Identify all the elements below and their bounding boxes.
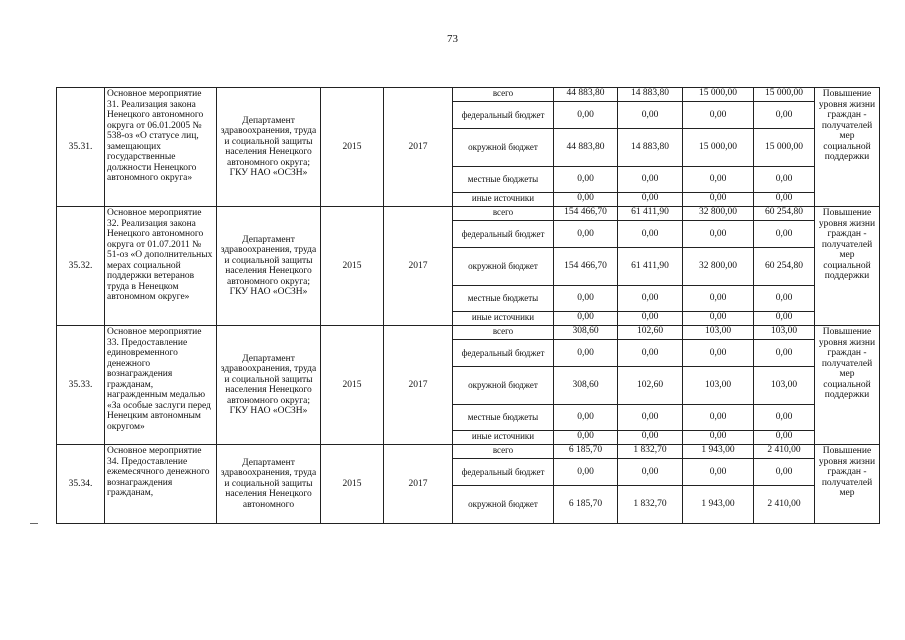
funding-value: 103,00	[683, 367, 754, 405]
table-row	[57, 326, 880, 340]
funding-source: иные источники	[453, 431, 554, 445]
expected-result: Повышение уровня жизни граждан - получателей мер социальной поддержки	[815, 88, 880, 207]
responsible-department: Департамент здравоохранения, труда и социальной защиты населения Ненецкого автономного округа; ГКУ НАО «ОСЗН»	[217, 326, 321, 445]
funding-value: 0,00	[754, 193, 815, 207]
year-start: 2015	[321, 326, 384, 445]
measure-name: Основное мероприятие 31. Реализация закона Ненецкого автономного округа от 06.01.2005 № 538-оз «О статусе лиц, замещающих государственные должности Ненецкого автономного округа»	[105, 88, 217, 207]
funding-value: 0,00	[618, 102, 683, 129]
year-start: 2015	[321, 207, 384, 326]
funding-value: 32 800,00	[683, 207, 754, 221]
funding-value: 0,00	[554, 340, 618, 367]
funding-source: окружной бюджет	[453, 248, 554, 286]
funding-source: иные источники	[453, 312, 554, 326]
responsible-department: Департамент здравоохранения, труда и социальной защиты населения Ненецкого автономного округа; ГКУ НАО «ОСЗН»	[217, 207, 321, 326]
funding-value: 0,00	[683, 221, 754, 248]
funding-source: федеральный бюджет	[453, 340, 554, 367]
funding-value: 61 411,90	[618, 248, 683, 286]
funding-value: 14 883,80	[618, 129, 683, 167]
table-row	[57, 445, 880, 459]
funding-value: 2 410,00	[754, 486, 815, 524]
measure-name: Основное мероприятие 33. Предоставление единовременного денежного вознаграждения гражданам, награжденным медалью «За особые заслуги перед Ненецким автономным округом»	[105, 326, 217, 445]
funding-value: 102,60	[618, 367, 683, 405]
margin-mark	[30, 523, 38, 524]
funding-source: всего	[453, 326, 554, 340]
funding-value: 0,00	[754, 221, 815, 248]
funding-value: 0,00	[754, 102, 815, 129]
funding-value: 0,00	[683, 193, 754, 207]
funding-value: 44 883,80	[554, 88, 618, 102]
funding-source: всего	[453, 88, 554, 102]
measure-name: Основное мероприятие 34. Предоставление ежемесячного денежного вознаграждения гражданам,	[105, 445, 217, 524]
measure-number: 35.31.	[57, 88, 105, 207]
measure-number: 35.32.	[57, 207, 105, 326]
funding-value: 0,00	[554, 286, 618, 312]
funding-source: окружной бюджет	[453, 486, 554, 524]
funding-value: 0,00	[683, 459, 754, 486]
year-start: 2015	[321, 445, 384, 524]
funding-value: 0,00	[554, 167, 618, 193]
funding-value: 0,00	[618, 312, 683, 326]
funding-value: 0,00	[683, 340, 754, 367]
year-start: 2015	[321, 88, 384, 207]
funding-source: окружной бюджет	[453, 367, 554, 405]
measure-name: Основное мероприятие 32. Реализация закона Ненецкого автономного округа от 01.07.2011 № 51-оз «О дополнительных мерах социальной поддержки ветеранов труда в Ненецком автономном округе»	[105, 207, 217, 326]
funding-value: 0,00	[754, 286, 815, 312]
funding-value: 15 000,00	[683, 129, 754, 167]
funding-value: 0,00	[554, 312, 618, 326]
funding-value: 0,00	[554, 405, 618, 431]
funding-source: федеральный бюджет	[453, 102, 554, 129]
funding-value: 0,00	[554, 102, 618, 129]
measure-number: 35.34.	[57, 445, 105, 524]
funding-source: федеральный бюджет	[453, 459, 554, 486]
page-number: 73	[447, 33, 458, 45]
funding-value: 44 883,80	[554, 129, 618, 167]
funding-source: окружной бюджет	[453, 129, 554, 167]
funding-value: 61 411,90	[618, 207, 683, 221]
funding-value: 154 466,70	[554, 248, 618, 286]
funding-value: 0,00	[683, 405, 754, 431]
funding-value: 1 832,70	[618, 445, 683, 459]
funding-value: 0,00	[618, 405, 683, 431]
funding-value: 0,00	[554, 193, 618, 207]
funding-value: 0,00	[754, 167, 815, 193]
funding-value: 14 883,80	[618, 88, 683, 102]
program-measures-table	[56, 87, 880, 524]
expected-result: Повышение уровня жизни граждан - получателей мер социальной поддержки	[815, 207, 880, 326]
funding-value: 2 410,00	[754, 445, 815, 459]
responsible-department: Департамент здравоохранения, труда и социальной защиты населения Ненецкого автономного	[217, 445, 321, 524]
funding-value: 0,00	[754, 459, 815, 486]
expected-result: Повышение уровня жизни граждан - получателей мер	[815, 445, 880, 524]
funding-value: 103,00	[683, 326, 754, 340]
measure-number: 35.33.	[57, 326, 105, 445]
funding-value: 308,60	[554, 326, 618, 340]
funding-value: 15 000,00	[683, 88, 754, 102]
funding-value: 32 800,00	[683, 248, 754, 286]
funding-source: иные источники	[453, 193, 554, 207]
year-end: 2017	[384, 88, 453, 207]
table-row	[57, 207, 880, 221]
funding-value: 0,00	[683, 102, 754, 129]
funding-value: 0,00	[754, 405, 815, 431]
funding-source: местные бюджеты	[453, 286, 554, 312]
funding-value: 103,00	[754, 326, 815, 340]
year-end: 2017	[384, 207, 453, 326]
funding-value: 0,00	[683, 312, 754, 326]
funding-value: 15 000,00	[754, 129, 815, 167]
funding-value: 1 943,00	[683, 445, 754, 459]
table-row	[57, 88, 880, 102]
funding-value: 1 943,00	[683, 486, 754, 524]
funding-source: местные бюджеты	[453, 405, 554, 431]
funding-value: 0,00	[554, 431, 618, 445]
funding-value: 60 254,80	[754, 207, 815, 221]
expected-result: Повышение уровня жизни граждан - получателей мер социальной поддержки	[815, 326, 880, 445]
funding-value: 0,00	[618, 221, 683, 248]
funding-value: 0,00	[618, 167, 683, 193]
funding-value: 0,00	[618, 459, 683, 486]
funding-value: 0,00	[683, 286, 754, 312]
funding-source: местные бюджеты	[453, 167, 554, 193]
funding-value: 154 466,70	[554, 207, 618, 221]
funding-source: всего	[453, 207, 554, 221]
funding-value: 60 254,80	[754, 248, 815, 286]
funding-value: 0,00	[618, 431, 683, 445]
responsible-department: Департамент здравоохранения, труда и социальной защиты населения Ненецкого автономного округа; ГКУ НАО «ОСЗН»	[217, 88, 321, 207]
funding-value: 0,00	[754, 312, 815, 326]
funding-value: 0,00	[618, 286, 683, 312]
funding-source: всего	[453, 445, 554, 459]
funding-value: 0,00	[554, 221, 618, 248]
funding-value: 0,00	[618, 340, 683, 367]
funding-value: 6 185,70	[554, 445, 618, 459]
funding-value: 0,00	[618, 193, 683, 207]
funding-value: 15 000,00	[754, 88, 815, 102]
funding-value: 0,00	[683, 431, 754, 445]
funding-value: 6 185,70	[554, 486, 618, 524]
funding-value: 103,00	[754, 367, 815, 405]
funding-value: 1 832,70	[618, 486, 683, 524]
funding-value: 308,60	[554, 367, 618, 405]
funding-value: 0,00	[683, 167, 754, 193]
year-end: 2017	[384, 326, 453, 445]
funding-source: федеральный бюджет	[453, 221, 554, 248]
funding-value: 102,60	[618, 326, 683, 340]
funding-value: 0,00	[754, 340, 815, 367]
year-end: 2017	[384, 445, 453, 524]
funding-value: 0,00	[554, 459, 618, 486]
funding-value: 0,00	[754, 431, 815, 445]
